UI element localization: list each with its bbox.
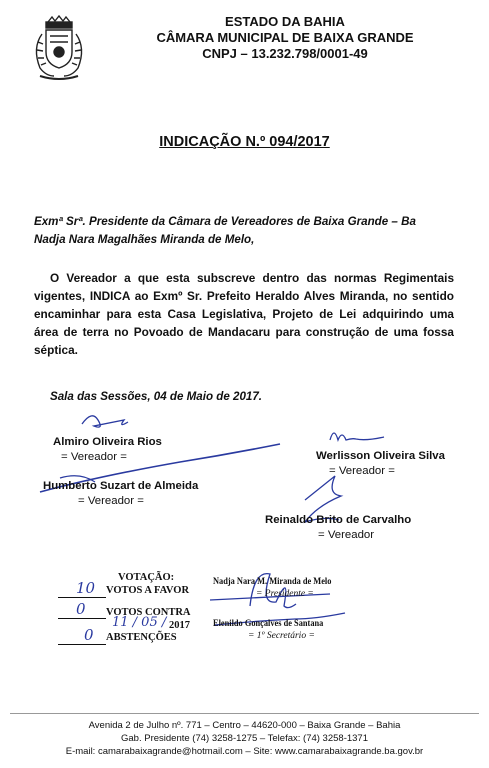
document-title: INDICAÇÃO N.º 094/2017 (159, 134, 330, 150)
vote-date-year: 2017 (169, 620, 190, 631)
abstentions-count: 0 (84, 626, 94, 644)
header-state: ESTADO DA BAHIA (225, 14, 345, 29)
addressee-line-1: Exmª Srª. Presidente da Câmara de Vereadores de Baixa Grande – Ba (34, 215, 416, 228)
signatory-4-role: = Vereador (318, 529, 375, 541)
votes-against-count: 0 (76, 600, 86, 618)
municipal-coat-of-arms-icon (28, 14, 90, 82)
signatory-4-name: Reinaldo Brito de Carvalho (265, 514, 412, 526)
votes-against-underline (58, 618, 106, 619)
footer-phones: Gab. Presidente (74) 3258-1275 – Telefax: (74) 3258-1371 (121, 733, 368, 744)
president-label: = Presidente = (256, 589, 314, 599)
footer-address: Avenida 2 de Julho nº. 771 – Centro – 44620-000 – Baixa Grande – Bahia (88, 720, 401, 731)
votes-against-label: VOTOS CONTRA (106, 607, 191, 618)
indication-body (34, 269, 454, 359)
header-cnpj: CNPJ – 13.232.798/0001-49 (202, 46, 368, 61)
votes-favor-label: VOTOS A FAVOR (106, 585, 190, 596)
votes-favor-count: 10 (76, 579, 96, 597)
addressee-line-2: Nadja Nara Magalhães Miranda de Melo, (34, 233, 255, 246)
place-date: Sala das Sessões, 04 de Maio de 2017. (50, 390, 263, 403)
footer-contact: E-mail: camarabaixagrande@hotmail.com – Site: www.camarabaixagrande.ba.gov.br (65, 746, 424, 757)
abstentions-label: ABSTENÇÕES (106, 632, 177, 643)
header-chamber: CÂMARA MUNICIPAL DE BAIXA GRANDE (156, 30, 414, 45)
footer-divider (10, 713, 479, 714)
abstentions-underline (58, 644, 106, 645)
signatory-3-name: Humberto Suzart de Almeida (43, 480, 199, 492)
signatory-1-role: = Vereador = (61, 451, 127, 463)
voting-label: VOTAÇÃO: (118, 572, 175, 583)
secretary-label: = 1º Secretário = (248, 631, 315, 641)
signatory-3-role: = Vereador = (78, 495, 144, 507)
secretary-name: Elenildo Gonçalves de Santana (213, 619, 324, 629)
vote-date-handwritten: 11 / 05 / (112, 615, 167, 630)
signatory-1-name: Almiro Oliveira Rios (53, 436, 162, 448)
body-text: O Vereador a que esta subscreve dentro das normas Regimentais vigentes, INDICA ao Exmº Sr. Prefeito Heraldo Alves Miranda, no sentido encaminhar para esta Casa Legislativa, Projeto de Lei adquirindo uma área de terra no Povoado de Mandacaru para construção de uma fossa séptica. (34, 271, 454, 357)
signatory-2-name: Werlisson Oliveira Silva (316, 450, 445, 462)
signatory-2-role: = Vereador = (329, 465, 395, 477)
president-name: Nadja Nara M. Miranda de Melo (213, 577, 332, 587)
votes-favor-underline (58, 597, 106, 598)
